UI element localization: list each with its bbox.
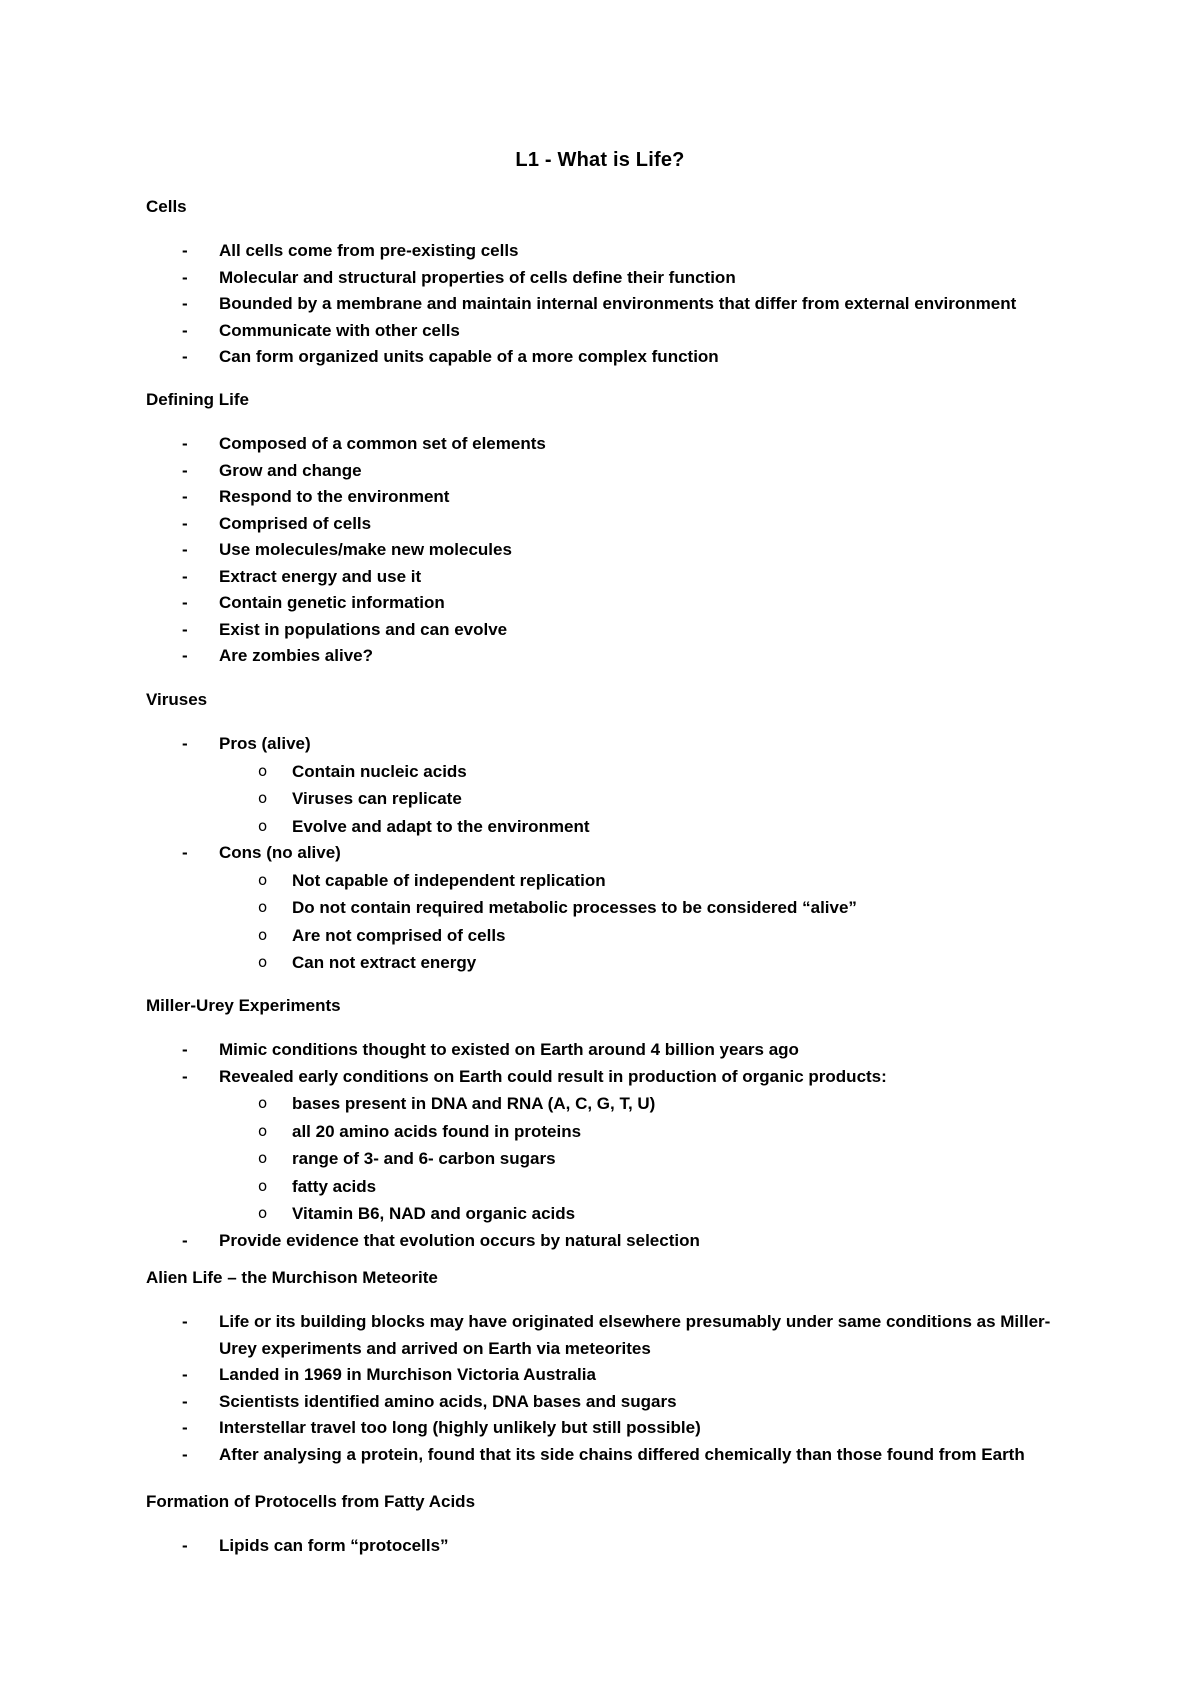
section-viruses [146,688,1106,977]
circle-bullet: o [258,953,268,971]
dash-bullet: - [182,619,188,639]
sub-list-item: o Are not comprised of cells [219,922,1106,950]
list-item: - After analysing a protein, found that its side chains differed chemically than those found from Earth [146,1442,1106,1469]
bullet-list [146,1533,1106,1560]
section-heading: Viruses [146,690,208,709]
sub-list-item: o Viruses can replicate [219,785,1106,813]
circle-bullet: o [258,1149,268,1167]
sub-list-item: o Do not contain required metabolic processes to be considered “alive” [219,894,1106,922]
bullet-list [146,238,1106,371]
circle-bullet: o [258,870,268,889]
list-item: - Landed in 1969 in Murchison Victoria Australia [146,1362,1106,1389]
dash-bullet: - [182,241,188,260]
sub-list-item: o range of 3- and 6- carbon sugars [219,1145,1106,1173]
section-cells [146,195,1106,371]
section-protocells [146,1490,1106,1560]
circle-bullet: o [258,816,268,835]
dash-bullet: - [182,593,188,612]
list-item: - Comprised of cells [146,511,1106,538]
list-item: - Pros (alive) o Contain nucleic acids o Viruses can replicate o Evolve and adapt to the environment [146,731,1106,840]
section-heading: Cells [146,197,187,216]
dash-bullet: - [182,540,188,559]
dash-bullet: - [182,843,188,862]
circle-bullet: o [258,925,268,944]
section-miller-urey [146,994,1106,1254]
list-item: - Are zombies alive? [146,643,1106,670]
sub-list-item: o fatty acids [219,1173,1106,1201]
circle-bullet: o [258,1094,268,1112]
dash-bullet: - [182,1312,188,1331]
list-item: - Can form organized units capable of a more complex function [146,344,1106,371]
list-item: - Cons (no alive) o Not capable of independent replication o Do not contain required metabolic processes to be considered “alive” o Are not comprised of cells o Can not extract energy [146,840,1106,977]
list-item: - Exist in populations and can evolve [146,617,1106,644]
sub-list-item: o Not capable of independent replication [219,867,1106,895]
section-heading: Formation of Protocells from Fatty Acids [146,1492,476,1511]
list-item: - Grow and change [146,458,1106,485]
dash-bullet: - [182,1040,188,1059]
list-item: - Provide evidence that evolution occurs by natural selection [146,1228,1106,1255]
dash-bullet: - [182,487,188,506]
list-item: - Use molecules/make new molecules [146,537,1106,564]
circle-bullet: o [258,898,268,916]
bullet-list [146,1037,1106,1254]
sub-list [219,1090,1106,1228]
sub-list-item: o bases present in DNA and RNA (A, C, G, T, U) [219,1090,1106,1118]
bullet-list [146,431,1106,670]
list-item: - Bounded by a membrane and maintain internal environments that differ from external environment [146,291,1106,318]
section-defining-life [146,388,1106,670]
list-item: - Life or its building blocks may have originated elsewhere presumably under same conditions as Miller- Urey experiments and arrived on Earth via meteorites [146,1309,1106,1362]
dash-bullet: - [182,267,188,287]
section-heading: Defining Life [146,390,249,409]
list-item: - All cells come from pre-existing cells [146,238,1106,265]
circle-bullet: o [258,761,268,780]
dash-bullet: - [182,460,188,480]
dash-bullet: - [182,646,188,665]
dash-bullet: - [182,734,188,753]
bullet-list [146,731,1106,977]
dash-bullet: - [182,1230,188,1250]
dash-bullet: - [182,1066,188,1086]
list-item: - Scientists identified amino acids, DNA bases and sugars [146,1389,1106,1416]
circle-bullet: o [258,1204,268,1222]
dash-bullet: - [182,1536,188,1555]
dash-bullet: - [182,513,188,533]
list-item: - Molecular and structural properties of cells define their function [146,265,1106,292]
list-item: - Respond to the environment [146,484,1106,511]
list-item: - Contain genetic information [146,590,1106,617]
section-heading: Miller-Urey Experiments [146,996,341,1015]
circle-bullet: o [258,1176,268,1195]
dash-bullet: - [182,1391,188,1411]
list-item: - Lipids can form “protocells” [146,1533,1106,1560]
dash-bullet: - [182,347,188,366]
dash-bullet: - [182,320,188,340]
sub-list-item: o Contain nucleic acids [219,758,1106,786]
sub-list [219,758,1106,841]
sub-list-item: o all 20 amino acids found in proteins [219,1118,1106,1146]
sub-list-item: o Evolve and adapt to the environment [219,813,1106,841]
list-item: - Communicate with other cells [146,318,1106,345]
document-title: L1 - What is Life? [515,149,685,171]
bullet-list [146,1309,1106,1468]
circle-bullet: o [258,1121,268,1140]
sub-list-item: o Can not extract energy [219,949,1106,977]
sub-list [219,867,1106,977]
list-item: - Extract energy and use it [146,564,1106,591]
dash-bullet: - [182,1444,188,1464]
dash-bullet: - [182,294,188,313]
section-alien-life [146,1266,1106,1468]
list-item: - Revealed early conditions on Earth could result in production of organic products: o bases present in DNA and RNA (A, C, G, T, U) o all 20 amino acids found in proteins o range of 3- and 6- carbon sugars o fatty acids o Vitamin B6, NAD and organic acids [146,1064,1106,1228]
dash-bullet: - [182,1418,188,1437]
section-heading: Alien Life – the Murchison Meteorite [146,1268,438,1287]
dash-bullet: - [182,566,188,586]
dash-bullet: - [182,1365,188,1384]
sub-list-item: o Vitamin B6, NAD and organic acids [219,1200,1106,1228]
dash-bullet: - [182,434,188,453]
list-item: - Interstellar travel too long (highly unlikely but still possible) [146,1415,1106,1442]
circle-bullet: o [258,789,268,807]
list-item: - Composed of a common set of elements [146,431,1106,458]
list-item: - Mimic conditions thought to existed on Earth around 4 billion years ago [146,1037,1106,1064]
